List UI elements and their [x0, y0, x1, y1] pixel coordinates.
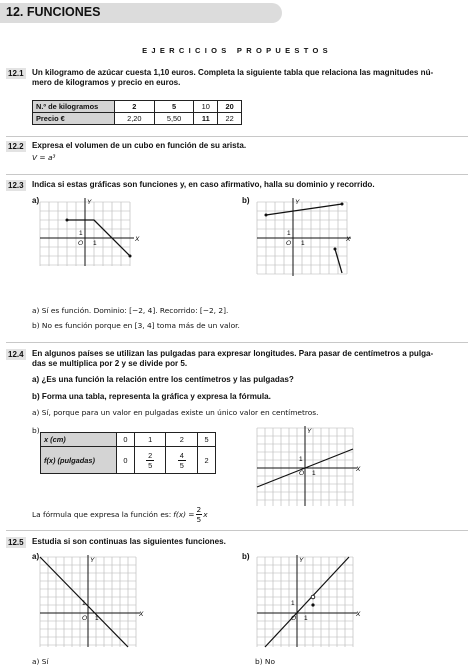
divider [6, 174, 468, 175]
table-cell: 10 [194, 101, 218, 113]
y-axis-label: Y [295, 199, 300, 206]
table-cell: 20 [218, 101, 242, 113]
table-cell: 0 [117, 433, 135, 447]
divider [6, 530, 468, 531]
y-axis-label: Y [299, 557, 304, 564]
origin-label: O [78, 240, 84, 247]
function-curve [335, 249, 342, 273]
answer-a: a) Sí, porque para un valor en pulgadas existe un único valor en centímetros. [32, 408, 319, 417]
table-cell: 2 [115, 101, 155, 113]
x-axis-label: X [135, 236, 140, 243]
graph-123b [255, 196, 359, 276]
exercise-statement [32, 68, 472, 88]
part-label: b) [242, 196, 250, 205]
tick-label: 1 [287, 230, 291, 237]
table-cell: 5 [198, 433, 216, 447]
formula-variable: x [203, 509, 208, 519]
table-header: N.º de kilogramos [33, 101, 115, 113]
statement-line: mero de kilogramos y precio en euros. [32, 78, 181, 87]
exercise-number: 12.1 [8, 69, 24, 78]
isolated-point [311, 603, 314, 606]
y-axis-label: Y [87, 199, 92, 206]
divider [6, 342, 468, 343]
table-cell: 2,20 [115, 113, 155, 125]
table-cell: 1 [134, 433, 166, 447]
origin-label: O [82, 615, 88, 622]
fraction-denominator: 5 [196, 515, 202, 524]
table-cell: 0 [117, 447, 135, 474]
graph-125a [38, 553, 146, 649]
graph-124 [255, 424, 363, 508]
answer-b: b) No [255, 657, 275, 666]
x-axis-label: X [139, 611, 144, 618]
statement-line: Un kilogramo de azúcar cuesta 1,10 euros. Completa la siguiente tabla que relaciona las magnitudes nú- [32, 68, 434, 77]
statement-line: En algunos países se utilizan las pulgadas para expresar longitudes. Para pasar de centímetros a pulga- [32, 349, 434, 358]
graph-125b [255, 553, 363, 649]
divider [6, 136, 468, 137]
endpoint [129, 255, 132, 258]
exercise-number: 12.4 [8, 350, 24, 359]
endpoint [66, 219, 69, 222]
fraction-numerator: 4 [179, 450, 184, 460]
question-b: b) Forma una tabla, representa la gráfica y expresa la fórmula. [32, 392, 271, 401]
open-point [311, 595, 315, 599]
fraction-numerator: 2 [196, 505, 202, 514]
function-line [265, 557, 349, 647]
part-label: a) [32, 552, 40, 561]
origin-label: O [286, 240, 292, 247]
x-axis-label: X [356, 611, 361, 618]
tick-label: 1 [299, 456, 303, 463]
table-cell: 5,50 [154, 113, 194, 125]
x-axis-label: X [346, 236, 351, 243]
table-cell [166, 447, 198, 474]
exercise-number: 12.2 [8, 142, 24, 151]
fraction-denominator: 5 [179, 460, 184, 470]
fraction-denominator: 5 [148, 460, 153, 470]
exercise-statement: Indica si estas gráficas son funciones y, en caso afirmativo, halla su dominio y recorrido. [32, 180, 375, 189]
table-cell: 11 [194, 113, 218, 125]
answer-b: b) No es función porque en [3, 4] toma más de un valor. [32, 321, 240, 330]
x-axis-label: X [356, 466, 361, 473]
chapter-header [0, 0, 474, 26]
cm-inch-table [40, 432, 216, 474]
table-cell: 2 [166, 433, 198, 447]
fraction [196, 505, 203, 524]
tick-label: 1 [304, 615, 308, 622]
fraction-numerator: 2 [148, 450, 153, 460]
y-axis-label: Y [90, 557, 95, 564]
endpoint [265, 214, 268, 217]
function-curve [266, 204, 342, 215]
chapter-title: 12. FUNCIONES [6, 5, 101, 19]
formula-text: La fórmula que expresa la función es: [32, 509, 172, 519]
endpoint [334, 248, 337, 251]
tick-label: 1 [82, 600, 86, 607]
endpoint [341, 203, 344, 206]
origin-label: O [291, 615, 297, 622]
part-label: b) [242, 552, 250, 561]
kg-price-table [32, 100, 242, 125]
exercise-statement: Expresa el volumen de un cubo en función de su arista. [32, 141, 247, 150]
formula: V = a³ [32, 153, 56, 162]
part-label: b) [32, 426, 40, 435]
exercise-statement: Estudia si son continuas las siguientes funciones. [32, 537, 226, 546]
origin-label: O [299, 470, 305, 477]
table-cell [134, 447, 166, 474]
table-cell: 22 [218, 113, 242, 125]
table-cell: 5 [154, 101, 194, 113]
exercise-number: 12.3 [8, 181, 24, 190]
graph-123a [38, 196, 142, 268]
statement-line: das se multiplica por 2 y se divide por 5. [32, 359, 188, 368]
tick-label: 1 [79, 230, 83, 237]
grid [257, 557, 353, 647]
tick-label: 1 [301, 240, 305, 247]
formula-line [32, 505, 208, 524]
tick-label: 1 [93, 240, 97, 247]
exercise-statement [32, 349, 472, 369]
formula-lhs: f(x) = [173, 509, 195, 519]
part-label: a) [32, 196, 40, 205]
question-a: a) ¿Es una función la relación entre los centímetros y las pulgadas? [32, 375, 294, 384]
tick-label: 1 [312, 470, 316, 477]
table-header: x (cm) [41, 433, 117, 447]
table-cell: 2 [198, 447, 216, 474]
answer-a: a) Sí es función. Dominio: [−2, 4]. Recorrido: [−2, 2]. [32, 306, 229, 315]
exercise-number: 12.5 [8, 538, 24, 547]
tick-label: 1 [95, 615, 99, 622]
y-axis-label: Y [307, 428, 312, 435]
answer-a: a) Sí [32, 657, 49, 666]
table-header: Precio € [33, 113, 115, 125]
section-title: EJERCICIOS PROPUESTOS [142, 46, 332, 55]
table-header: f(x) (pulgadas) [41, 447, 117, 474]
tick-label: 1 [291, 600, 295, 607]
